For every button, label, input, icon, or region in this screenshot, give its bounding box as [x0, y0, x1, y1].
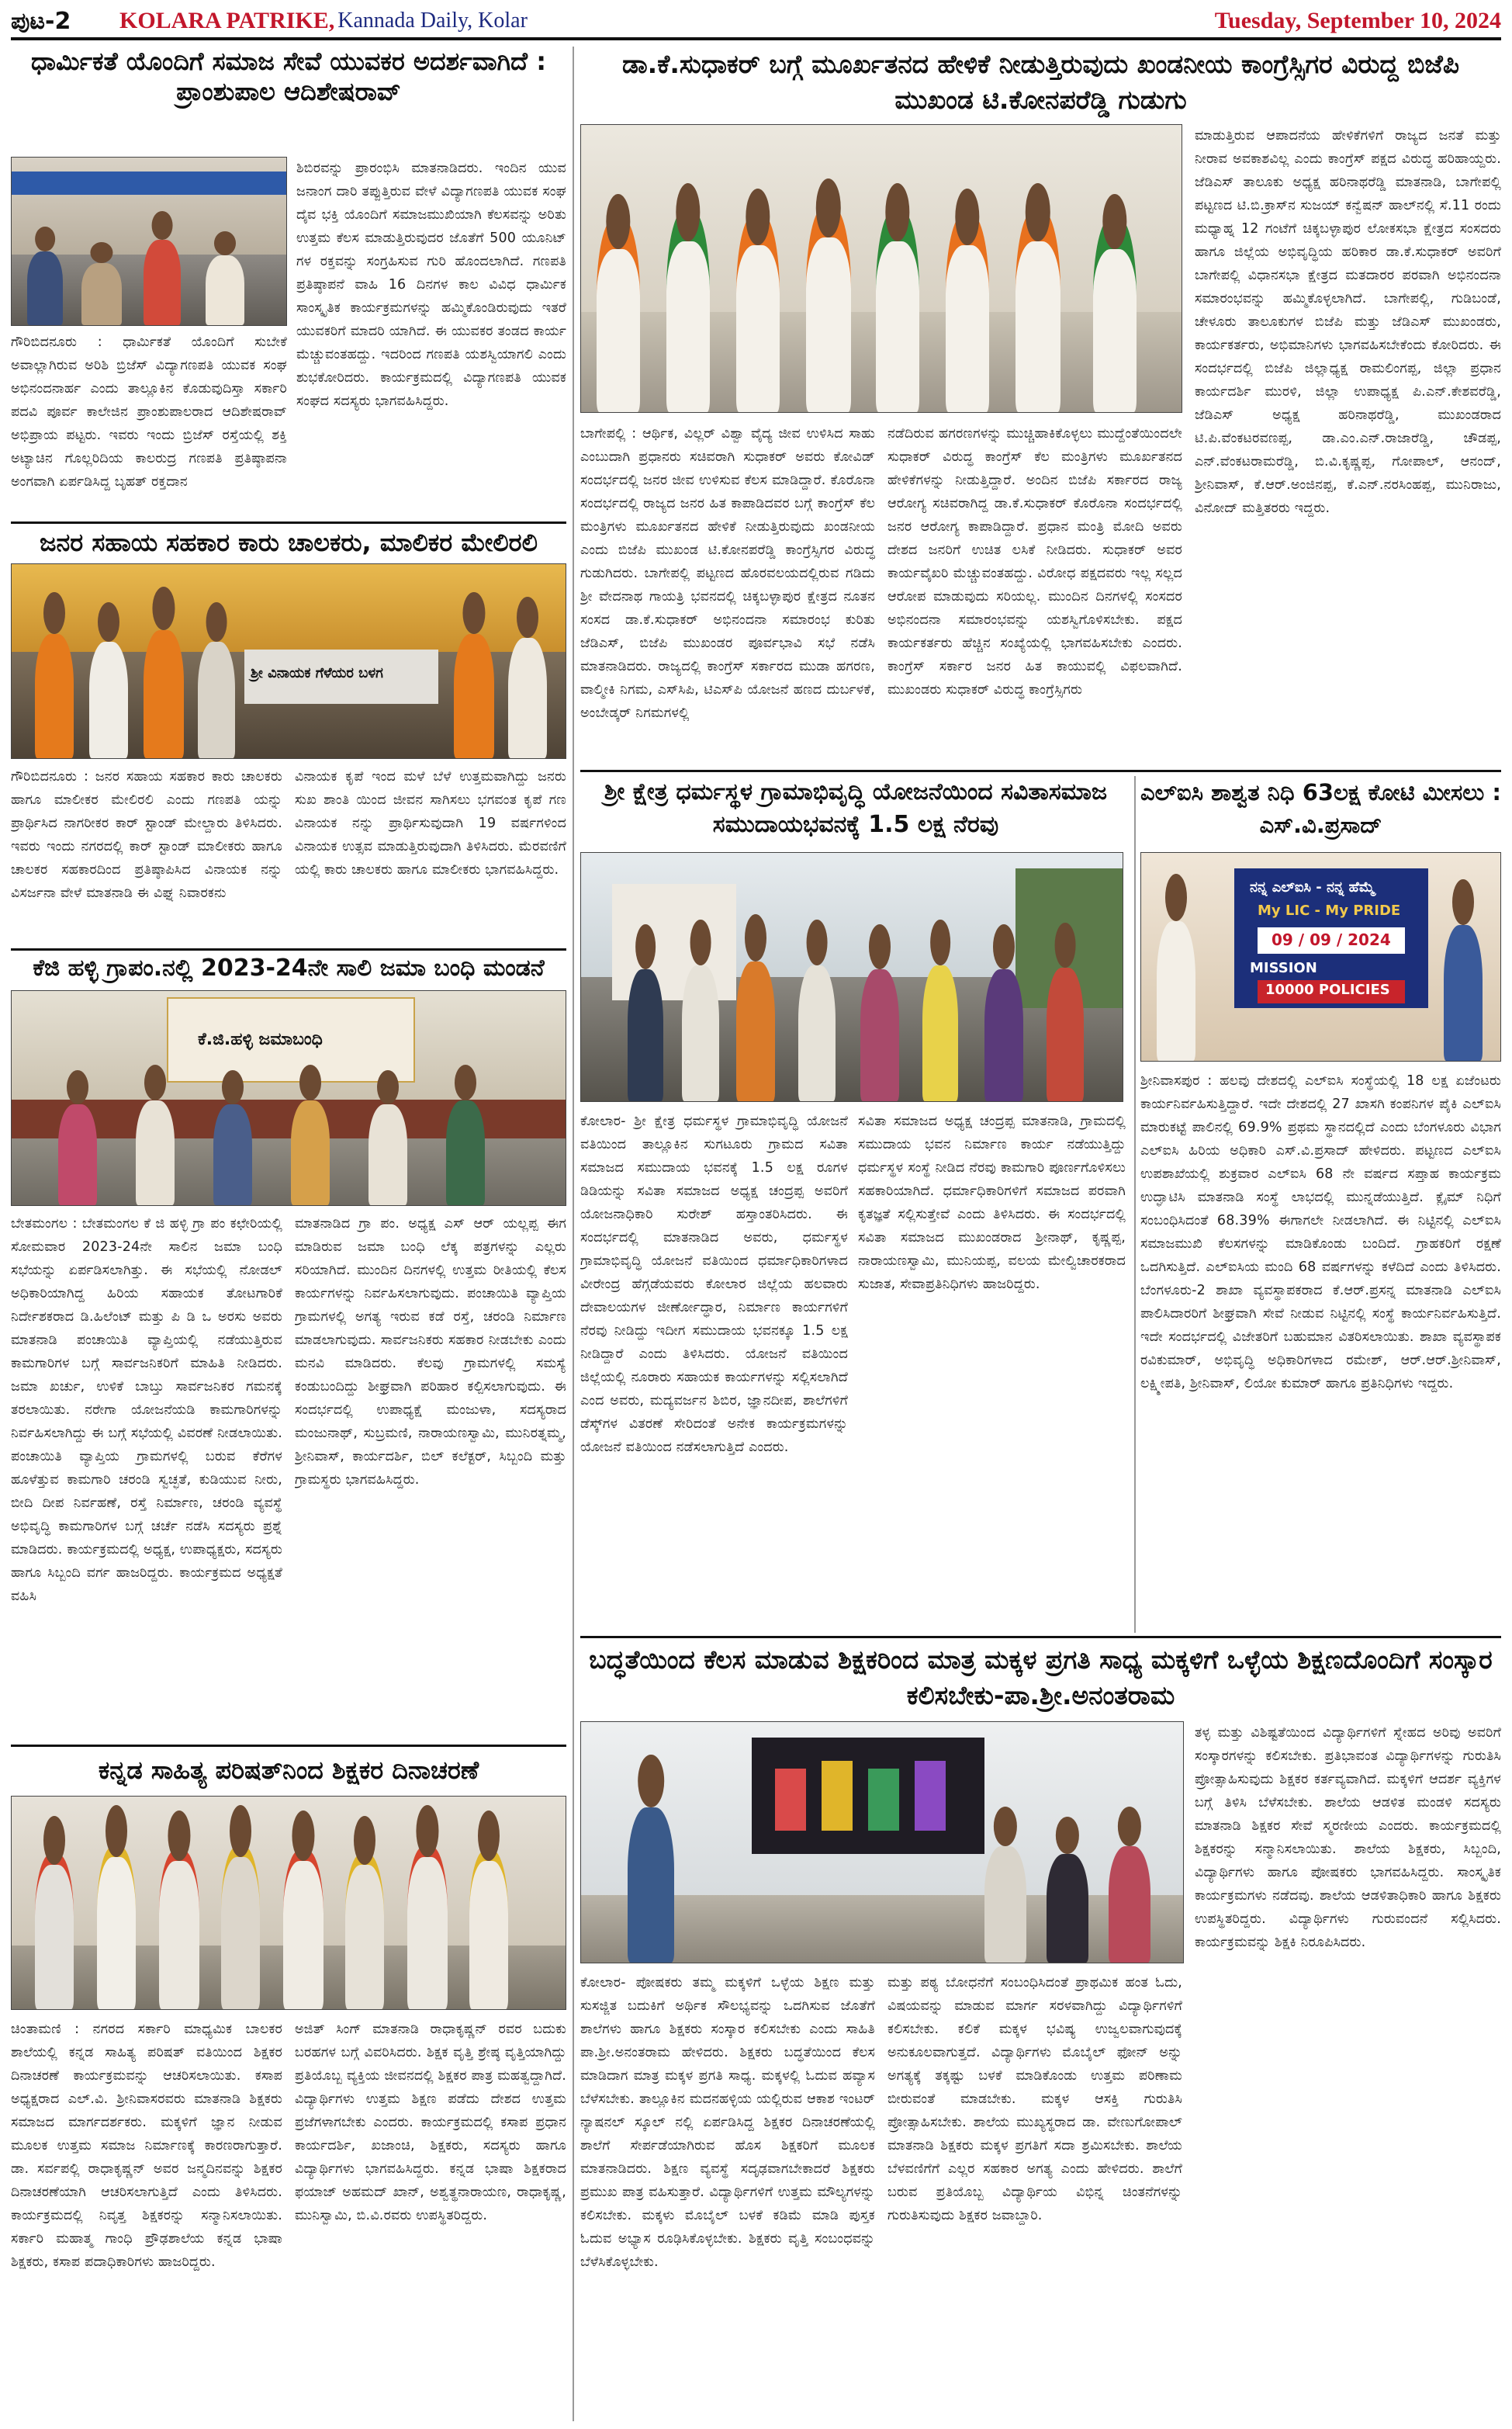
- article-photo: [580, 852, 1123, 1102]
- article-car-drivers: [11, 528, 566, 947]
- article-lic: [1140, 776, 1501, 1633]
- issue-date: Tuesday, September 10, 2024: [1214, 8, 1501, 33]
- article-photo: [1140, 852, 1501, 1062]
- article-headline: ಕನ್ನಡ ಸಾಹಿತ್ಯ ಪರಿಷತ್‌ನಿಂದ ಶಿಕ್ಷಕರ ದಿನಾಚರಣೆ: [98, 1755, 479, 1785]
- article-photo: [11, 157, 287, 326]
- banner-line-3: 09 / 09 / 2024: [1272, 930, 1391, 949]
- banner-line-1: ನನ್ನ ಎಲ್‌ಐಸಿ - ನನ್ನ ಹೆಮ್ಮೆ: [1250, 879, 1375, 896]
- banner-line-5: MISSION: [1250, 960, 1317, 976]
- section-divider: [573, 47, 574, 2421]
- article-headline: ಬದ್ಧತೆಯಿಂದ ಕೆಲಸ ಮಾಡುವ ಶಿಕ್ಷಕರಿಂದ ಮಾತ್ರ ಮಕ್ಕಳ ಪ್ರಗತಿ ಸಾಧ್ಯ ಮಕ್ಕಳಿಗೆ ಒಳ್ಳೆಯ ಶಿಕ್ಷಣದೊಂದಿಗೆ ಸಂಸ್ಕಾರ ಕಲಿಸಬೇಕು-ಪಾ.ಶ್ರೀ.ಅನಂತರಾಮ: [589, 1644, 1493, 1710]
- article-photo: [580, 124, 1182, 413]
- newspaper-name: KOLARA PATRIKE,: [119, 8, 335, 33]
- article-headline: ಎಲ್‌ಐಸಿ ಶಾಶ್ವತ ನಿಧಿ 63ಲಕ್ಷ ಕೋಟಿ ಮೀಸಲು : ಎಸ್.ವಿ.ಪ್ರಸಾದ್: [1140, 779, 1501, 838]
- article-text-col-2: ಮಾತನಾಡಿದ ಗ್ರಾ ಪಂ. ಅಧ್ಯಕ್ಷ ಎಸ್ ಆರ್ ಯಲ್ಲಪ್ಪ ಈಗ ಮಾಡಿರುವ ಜಮಾ ಬಂಧಿ ಲೆಕ್ಕ ಪತ್ರಗಳನ್ನು ಎಲ್ಲರು ಸರಿಯಾಗಿದೆ. ಮುಂದಿನ ದಿನಗಳಲ್ಲಿ ಉತ್ತಮ ರೀತಿಯಲ್ಲಿ ಕೆಲಸ ಕಾರ್ಯಗಳನ್ನು ನಿರ್ವಹಿಸಲಾಗುವುದು. ಪಂಚಾಯಿತಿ ವ್ಯಾಪ್ತಿಯ ಗ್ರಾಮಗಳಲ್ಲಿ ಅಗತ್ಯ ಇರುವ ಕಡೆ ರಸ್ತೆ, ಚರಂಡಿ ನಿರ್ಮಾಣ ಮಾಡಲಾಗುವುದು. ಸಾರ್ವಜನಿಕರು ಸಹಕಾರ ನೀಡಬೇಕು ಎಂದು ಮನವಿ ಮಾಡಿದರು. ಕೆಲವು ಗ್ರಾಮಗಳಲ್ಲಿ ಸಮಸ್ಯೆ ಕಂಡುಬಂದಿದ್ದು ಶೀಘ್ರವಾಗಿ ಪರಿಹಾರ ಕಲ್ಪಿಸಲಾಗುವುದು. ಈ ಸಂದರ್ಭದಲ್ಲಿ ಉಪಾಧ್ಯಕ್ಷೆ ಮಂಜುಳಾ, ಸದಸ್ಯರಾದ ಮಂಜುನಾಥ್, ಸುಬ್ರಮಣಿ, ನಾರಾಯಣಸ್ವಾಮಿ, ಮುನಿರತ್ನಮ್ಮ, ಶ್ರೀನಿವಾಸ್, ಕಾರ್ಯದರ್ಶಿ, ಬಿಲ್ ಕಲೆಕ್ಟರ್, ಸಿಬ್ಬಂದಿ ಮತ್ತು ಗ್ರಾಮಸ್ಥರು ಭಾಗವಹಿಸಿದ್ದರು.: [295, 1216, 566, 1488]
- banner-line-4: 10000 POLICIES: [1265, 982, 1390, 998]
- banner-text: ಶ್ರೀ ವಿನಾಯಕ ಗೆಳೆಯರ ಬಳಗ: [251, 665, 383, 681]
- article-photo: [580, 1721, 1184, 1963]
- article-dharmasthala: [580, 776, 1131, 1633]
- banner-text: ಕೆ.ಜಿ.ಹಳ್ಳಿ ಜಮಾಬಂಧಿ: [198, 1030, 323, 1049]
- article-teachers-day: [11, 1755, 566, 2424]
- article-text-col-3: ತಳ್ಳ ಮತ್ತು ವಿಶಿಷ್ಟತೆಯಿಂದ ವಿದ್ಯಾರ್ಥಿಗಳಿಗೆ ಸ್ನೇಹದ ಅರಿವು ಅವರಿಗೆ ಸಂಸ್ಕಾರಗಳನ್ನು ಕಲಿಸಬೇಕು. ಪ್ರತಿಭಾವಂತ ವಿದ್ಯಾರ್ಥಿಗಳನ್ನು ಗುರುತಿಸಿ ಪ್ರೋತ್ಸಾಹಿಸುವುದು ಶಿಕ್ಷಕರ ಕರ್ತವ್ಯವಾಗಿದೆ. ಮಕ್ಕಳಿಗೆ ಆದರ್ಶ ವ್ಯಕ್ತಿಗಳ ಬಗ್ಗೆ ತಿಳಿಸಿ ಬೆಳೆಸಬೇಕು. ಶಾಲೆಯ ಆಡಳಿತ ಮಂಡಳಿ ಸದಸ್ಯರು ಮಾತನಾಡಿ ಶಿಕ್ಷಕರ ಸೇವೆ ಸ್ಮರಣೀಯ ಎಂದರು. ಕಾರ್ಯಕ್ರಮದಲ್ಲಿ ಶಿಕ್ಷಕರನ್ನು ಸನ್ಮಾನಿಸಲಾಯಿತು. ಶಾಲೆಯ ಶಿಕ್ಷಕರು, ಸಿಬ್ಬಂದಿ, ವಿದ್ಯಾರ್ಥಿಗಳು ಹಾಗೂ ಪೋಷಕರು ಭಾಗವಹಿಸಿದ್ದರು. ಸಾಂಸ್ಕೃತಿಕ ಕಾರ್ಯಕ್ರಮಗಳು ನಡೆದವು. ಶಾಲೆಯ ಆಡಳಿತಾಧಿಕಾರಿ ಹಾಗೂ ಶಿಕ್ಷಕರು ಉಪಸ್ಥಿತರಿದ್ದರು. ವಿದ್ಯಾರ್ಥಿಗಳು ಗುರುವಂದನೆ ಸಲ್ಲಿಸಿದರು. ಕಾರ್ಯಕ್ರಮವನ್ನು ಶಿಕ್ಷಕಿ ನಿರೂಪಿಸಿದರು.: [1195, 1725, 1501, 1950]
- article-text-col-2: ಶಿಬಿರವನ್ನು ಪ್ರಾರಂಭಿಸಿ ಮಾತನಾಡಿದರು. ಇಂದಿನ ಯುವ ಜನಾಂಗ ದಾರಿ ತಪ್ಪುತ್ತಿರುವ ವೇಳೆ ವಿದ್ಯಾಗಣಪತಿ ಯುವಕ ಸಂಘ ದೈವ ಭಕ್ತಿ ಯೊಂದಿಗೆ ಸಮಾಜಮುಖಿಯಾಗಿ ಕೆಲಸವನ್ನು ಅರಿತು ಉತ್ತಮ ಕೆಲಸ ಮಾಡುತ್ತಿರುವುದರ ಜೊತೆಗೆ 500 ಯೂನಿಟ್ ಗಳ ರಕ್ತವನ್ನು ಸಂಗ್ರಹಿಸುವ ಗುರಿ ಹೊಂದಲಾಗಿದೆ. ಗಣಪತಿ ಪ್ರತಿಷ್ಠಾಪನೆ ವಾಹಿ 16 ದಿನಗಳ ಕಾಲ ವಿವಿಧ ಧಾರ್ಮಿಕ ಸಾಂಸ್ಕೃತಿಕ ಕಾರ್ಯಕ್ರಮಗಳನ್ನು ಹಮ್ಮಿಕೊಂಡಿರುವುದು ಇತರೆ ಯುವಕರಿಗೆ ಮಾದರಿ ಯಾಗಿದೆ. ಈ ಯುವಕರ ತಂಡದ ಕಾರ್ಯ ಮೆಚ್ಚುವಂತಹದ್ದು. ಇದರಿಂದ ಗಣಪತಿ ಯಶಸ್ವಿಯಾಗಲಿ ಎಂದು ಶುಭಕೋರಿದರು. ಕಾರ್ಯಕ್ರಮದಲ್ಲಿ ವಿದ್ಯಾಗಣಪತಿ ಯುವಕ ಸಂಘದ ಸದಸ್ಯರು ಭಾಗವಹಿಸಿದ್ದರು.: [296, 161, 566, 409]
- article-text-col-1: ಬಾಗೇಪಲ್ಲಿ : ಆರ್ಥಿಕ, ವಿಲ್ಲರ್ ವಿಶ್ವಾ ವೈದ್ಯ ಜೀವ ಉಳಿಸಿದ ಸಾಹು ಎಂಬುದಾಗಿ ಪ್ರಧಾನರು ಸಚಿವರಾಗಿ ಸುಧಾಕರ್ ಅವರು ಕೋವಿಡ್ ಸಂದರ್ಭದಲ್ಲಿ ಜನರ ಜೀವ ಉಳಿಸುವ ಕೆಲಸ ಮಾಡಿದ್ದಾರೆ. ಕೊರೊನಾ ಸಂದರ್ಭದಲ್ಲಿ ರಾಜ್ಯದ ಜನರ ಹಿತ ಕಾಪಾಡಿದವರ ಬಗ್ಗೆ ಕಾಂಗ್ರೆಸ್ ಕೆಲ ಮಂತ್ರಿಗಳು ಮೂರ್ಖತನದ ಹೇಳಿಕೆ ನೀಡುತ್ತಿರುವುದು ಖಂಡನೀಯ ಎಂದು ಬಿಜೆಪಿ ಮುಖಂಡ ಟಿ.ಕೋನಪರೆಡ್ಡಿ ಕಾಂಗ್ರೆಸ್ಸಿಗರ ವಿರುದ್ಧ ಗುಡುಗಿದರು. ಬಾಗೇಪಲ್ಲಿ ಪಟ್ಟಣದ ಹೊರವಲಯದಲ್ಲಿರುವ ಗಡಿದು ಶ್ರೀ ವೇದನಾಥ ಗಾಯತ್ರಿ ಭವನದಲ್ಲಿ ಚಿಕ್ಕಬಳ್ಳಾಪುರ ಕ್ಷೇತ್ರದ ನೂತನ ಸಂಸದ ಡಾ.ಕೆ.ಸುಧಾಕರ್ ಅಭಿನಂದನಾ ಸಮಾರಂಭ ಕುರಿತು ಜೆಡಿಎಸ್, ಬಿಜೆಪಿ ಮುಖಂಡರ ಪೂರ್ವಭಾವಿ ಸಭೆ ನಡೆಸಿ ಮಾತನಾಡಿದರು. ರಾಜ್ಯದಲ್ಲಿ ಕಾಂಗ್ರೆಸ್ ಸರ್ಕಾರದ ಮುಡಾ ಹಗರಣ, ವಾಲ್ಮೀಕಿ ನಿಗಮ, ಎಸ್‌ಸಿಪಿ, ಟಿಎಸ್‌ಪಿ ಯೋಜನೆ ಹಣದ ದುರ್ಬಳಕೆ, ಅಂಬೇಡ್ಕರ್ ನಿಗಮಗಳಲ್ಲಿ: [580, 426, 875, 721]
- article-text: ಶ್ರೀನಿವಾಸಪುರ : ಹಲವು ದೇಶದಲ್ಲಿ ಎಲ್‌ಐಸಿ ಸಂಸ್ಥೆಯಲ್ಲಿ 18 ಲಕ್ಷ ಏಜೆಂಟರು ಕಾರ್ಯನಿರ್ವಹಿಸುತ್ತಿದ್ದಾರೆ. ಇದೇ ದೇಶದಲ್ಲಿ 27 ಖಾಸಗಿ ಕಂಪನಿಗಳ ಪೈಕಿ ಎಲ್‌ಐಸಿ ಮಾರುಕಟ್ಟೆ ಪಾಲಿನಲ್ಲಿ 69.9% ಪ್ರಥಮ ಸ್ಥಾನದಲ್ಲಿದೆ ಎಂದು ಬೆಂಗಳೂರು ವಿಭಾಗ ಎಲ್‌ಐಸಿ ಹಿರಿಯ ಅಧಿಕಾರಿ ಎಸ್.ವಿ.ಪ್ರಸಾದ್ ಹೇಳಿದರು. ಪಟ್ಟಣದ ಎಲ್‌ಐಸಿ ಉಪಶಾಖೆಯಲ್ಲಿ ಶುಕ್ರವಾರ ಎಲ್‌ಐಸಿ 68 ನೇ ವರ್ಷದ ಸಪ್ತಾಹ ಕಾರ್ಯಕ್ರಮ ಉದ್ಘಾಟಿಸಿ ಮಾತನಾಡಿ ಸಂಸ್ಥೆ ಲಾಭದಲ್ಲಿ ಮುನ್ನಡೆಯುತ್ತಿದೆ. ಕ್ಲೈಮ್ ನಿಧಿಗೆ ಸಂಬಂಧಿಸಿದಂತೆ 68.39% ಈಗಾಗಲೇ ನೀಡಲಾಗಿದೆ. ಈ ನಿಟ್ಟಿನಲ್ಲಿ ಎಲ್‌ಐಸಿ ಸಮಾಜಮುಖಿ ಕೆಲಸಗಳನ್ನು ಮಾಡಿಕೊಂಡು ಬಂದಿದೆ. ಗ್ರಾಹಕರಿಗೆ ರಕ್ಷಣೆ ಒದಗಿಸುತ್ತಿದೆ. ಎಲ್‌ಐಸಿಯ ಮಂದಿ 68 ವರ್ಷಗಳನ್ನು ಕಳೆದಿದೆ ಎಂದು ತಿಳಿಸಿದರು. ಬೆಂಗಳೂರು-2 ಶಾಖಾ ವ್ಯವಸ್ಥಾಪಕರಾದ ಕೆ.ಆರ್.ಪ್ರಸನ್ನ ಮಾತನಾಡಿ ಎಲ್‌ಐಸಿ ಪಾಲಿಸಿದಾರರಿಗೆ ಶೀಘ್ರವಾಗಿ ಸೇವೆ ನೀಡುವ ನಿಟ್ಟಿನಲ್ಲಿ ಸಂಸ್ಥೆ ಕಾರ್ಯನಿರ್ವಹಿಸುತ್ತಿದೆ. ಇದೇ ಸಂದರ್ಭದಲ್ಲಿ ವಿಜೇತರಿಗೆ ಬಹುಮಾನ ವಿತರಿಸಲಾಯಿತು. ಶಾಖಾ ವ್ಯವಸ್ಥಾಪಕ ರವಿಕುಮಾರ್, ಅಭಿವೃದ್ಧಿ ಅಧಿಕಾರಿಗಳಾದ ರಮೇಶ್, ಆರ್.ಆರ್.ಶ್ರೀನಿವಾಸ್, ಲಕ್ಷ್ಮೀಪತಿ, ಶ್ರೀನಿವಾಸ್, ಲಿಯೋ ಕುಮಾರ್ ಹಾಗೂ ಪ್ರತಿನಿಧಿಗಳು ಇದ್ದರು.: [1140, 1073, 1501, 1391]
- article-text-col-1: ಬೇತಮಂಗಲ : ಬೇತಮಂಗಲ ಕೆ ಜಿ ಹಳ್ಳಿ ಗ್ರಾ ಪಂ ಕಛೇರಿಯಲ್ಲಿ ಸೋಮವಾರ 2023-24ನೇ ಸಾಲಿನ ಜಮಾ ಬಂಧಿ ಸಭೆಯನ್ನು ಏರ್ಪಡಿಸಲಾಗಿತ್ತು. ಈ ಸಭೆಯಲ್ಲಿ ನೋಡಲ್ ಅಧಿಕಾರಿಯಾಗಿದ್ದ ಹಿರಿಯ ಸಹಾಯಕ ತೋಟಗಾರಿಕೆ ನಿರ್ದೇಶಕರಾದ ಡಿ.ಹಿಲೆಂಟ್ ಮತ್ತು ಪಿ ಡಿ ಒ ಅರಸು ಅವರು ಮಾತನಾಡಿ ಪಂಚಾಯಿತಿ ವ್ಯಾಪ್ತಿಯಲ್ಲಿ ನಡೆಯುತ್ತಿರುವ ಕಾಮಗಾರಿಗಳ ಬಗ್ಗೆ ಸಾರ್ವಜನಿಕರಿಗೆ ಮಾಹಿತಿ ನೀಡಿದರು. ಜಮಾ ಖರ್ಚು, ಉಳಿಕೆ ಬಾಬ್ತು ಸಾರ್ವಜನಿಕರ ಗಮನಕ್ಕೆ ತರಲಾಯಿತು. ನರೇಗಾ ಯೋಜನೆಯಡಿ ಕಾಮಗಾರಿಗಳನ್ನು ನಿರ್ವಹಿಸಲಾಗಿದ್ದು ಈ ಬಗ್ಗೆ ಸಭೆಯಲ್ಲಿ ವಿವರಣೆ ನೀಡಲಾಯಿತು. ಪಂಚಾಯಿತಿ ವ್ಯಾಪ್ತಿಯ ಗ್ರಾಮಗಳಲ್ಲಿ ಬರುವ ಕೆರೆಗಳ ಹೂಳೆತ್ತುವ ಕಾಮಗಾರಿ ಚರಂಡಿ ಸ್ವಚ್ಛತೆ, ಕುಡಿಯುವ ನೀರು, ಬೀದಿ ದೀಪ ನಿರ್ವಹಣೆ, ರಸ್ತೆ ನಿರ್ಮಾಣ, ಚರಂಡಿ ವ್ಯವಸ್ಥೆ ಅಭಿವೃದ್ಧಿ ಕಾಮಗಾರಿಗಳ ಬಗ್ಗೆ ಚರ್ಚೆ ನಡೆಸಿ ಸದಸ್ಯರು ಪ್ರಶ್ನೆ ಮಾಡಿದರು. ಕಾರ್ಯಕ್ರಮದಲ್ಲಿ ಅಧ್ಯಕ್ಷ, ಉಪಾಧ್ಯಕ್ಷರು, ಸದಸ್ಯರು ಹಾಗೂ ಸಿಬ್ಬಂದಿ ವರ್ಗ ಹಾಜರಿದ್ದರು. ಕಾರ್ಯಕ್ರಮದ ಅಧ್ಯಕ್ಷತೆ ವಹಿಸಿ: [11, 1216, 282, 1604]
- article-school: [580, 1642, 1501, 2424]
- article-headline: ಡಾ.ಕೆ.ಸುಧಾಕರ್ ಬಗ್ಗೆ ಮೂರ್ಖತನದ ಹೇಳಿಕೆ ನೀಡುತ್ತಿರುವುದು ಖಂಡನೀಯ ಕಾಂಗ್ರೆಸ್ಸಿಗರ ವಿರುದ್ದ ಬಿಜೆಪಿ ಮುಖಂಡ ಟಿ.ಕೋನಪರೆಡ್ಡಿ ಗುಡುಗು: [622, 49, 1459, 115]
- article-text-col-1: ಕೋಲಾರ- ಪೋಷಕರು ತಮ್ಮ ಮಕ್ಕಳಿಗೆ ಒಳ್ಳೆಯ ಶಿಕ್ಷಣ ಮತ್ತು ಸುಸಜ್ಜಿತ ಬದುಕಿಗೆ ಅರ್ಥಿಕ ಸೌಲಭ್ಯವನ್ನು ಒದಗಿಸುವ ಜೊತೆಗೆ ಶಾಲೆಗಳು ಹಾಗೂ ಶಿಕ್ಷಕರು ಸಂಸ್ಕಾರ ಕಲಿಸಬೇಕು ಎಂದು ಸಾಹಿತಿ ಪಾ.ಶ್ರೀ.ಅನಂತರಾಮ ಹೇಳಿದರು. ಶಿಕ್ಷಕರು ಬದ್ಧತೆಯಿಂದ ಕೆಲಸ ಮಾಡಿದಾಗ ಮಾತ್ರ ಮಕ್ಕಳ ಪ್ರಗತಿ ಸಾಧ್ಯ. ಮಕ್ಕಳಲ್ಲಿ ಓದುವ ಹವ್ಯಾಸ ಬೆಳೆಸಬೇಕು. ತಾಲ್ಲೂಕಿನ ಮದನಹಳ್ಳಿಯ ಯಲ್ಲಿರುವ ಆಕಾಶ ಇಂಟರ್ ನ್ಯಾಷನಲ್ ಸ್ಕೂಲ್ ನಲ್ಲಿ ಏರ್ಪಡಿಸಿದ್ದ ಶಿಕ್ಷಕರ ದಿನಾಚರಣೆಯಲ್ಲಿ ಶಾಲೆಗೆ ಸೇರ್ಪಡೆಯಾಗಿರುವ ಹೊಸ ಶಿಕ್ಷಕರಿಗೆ ಮೂಲಕ ಮಾತನಾಡಿದರು. ಶಿಕ್ಷಣ ವ್ಯವಸ್ಥೆ ಸದೃಢವಾಗಬೇಕಾದರೆ ಶಿಕ್ಷಕರು ಪ್ರಮುಖ ಪಾತ್ರ ವಹಿಸುತ್ತಾರೆ. ವಿದ್ಯಾರ್ಥಿಗಳಿಗೆ ಉತ್ತಮ ಮೌಲ್ಯಗಳನ್ನು ಕಲಿಸಬೇಕು. ಮಕ್ಕಳು ಮೊಬೈಲ್ ಬಳಕೆ ಕಡಿಮೆ ಮಾಡಿ ಪುಸ್ತಕ ಓದುವ ಅಭ್ಯಾಸ ರೂಢಿಸಿಕೊಳ್ಳಬೇಕು. ಶಿಕ್ಷಕರು ವೃತ್ತಿ ಸಂಬಂಧವನ್ನು ಬೆಳೆಸಿಕೊಳ್ಳಬೇಕು.: [580, 1975, 875, 2270]
- article-text-col-1: ಚಿಂತಾಮಣಿ : ನಗರದ ಸರ್ಕಾರಿ ಮಾಧ್ಯಮಿಕ ಬಾಲಕರ ಶಾಲೆಯಲ್ಲಿ ಕನ್ನಡ ಸಾಹಿತ್ಯ ಪರಿಷತ್ ವತಿಯಿಂದ ಶಿಕ್ಷಕರ ದಿನಾಚರಣೆ ಕಾರ್ಯಕ್ರಮವನ್ನು ಆಚರಿಸಲಾಯಿತು. ಕಸಾಪ ಅಧ್ಯಕ್ಷರಾದ ಎಲ್.ವಿ. ಶ್ರೀನಿವಾಸರವರು ಮಾತನಾಡಿ ಶಿಕ್ಷಕರು ಸಮಾಜದ ಮಾರ್ಗದರ್ಶಕರು. ಮಕ್ಕಳಿಗೆ ಜ್ಞಾನ ನೀಡುವ ಮೂಲಕ ಉತ್ತಮ ಸಮಾಜ ನಿರ್ಮಾಣಕ್ಕೆ ಕಾರಣರಾಗುತ್ತಾರೆ. ಡಾ. ಸರ್ವಪಲ್ಲಿ ರಾಧಾಕೃಷ್ಣನ್ ಅವರ ಜನ್ಮದಿನವನ್ನು ಶಿಕ್ಷಕರ ದಿನಾಚರಣೆಯಾಗಿ ಆಚರಿಸಲಾಗುತ್ತಿದೆ ಎಂದು ತಿಳಿಸಿದರು. ಕಾರ್ಯಕ್ರಮದಲ್ಲಿ ನಿವೃತ್ತ ಶಿಕ್ಷಕರನ್ನು ಸನ್ಮಾನಿಸಲಾಯಿತು. ಸರ್ಕಾರಿ ಮಹಾತ್ಮ ಗಾಂಧಿ ಪ್ರೌಢಶಾಲೆಯ ಕನ್ನಡ ಭಾಷಾ ಶಿಕ್ಷಕರು, ಕಸಾಪ ಪದಾಧಿಕಾರಿಗಳು ಹಾಜರಿದ್ದರು.: [11, 2022, 282, 2270]
- page-number: ಪುಟ-2: [11, 7, 71, 35]
- article-sudhakar: [580, 47, 1501, 767]
- article-kg-halli: [11, 955, 566, 1743]
- article-headline: ಕೆಜಿ ಹಳ್ಳಿ ಗ್ರಾಪಂ.ನಲ್ಲಿ 2023-24ನೇ ಸಾಲಿ ಜಮಾ ಬಂಧಿ ಮಂಡನೆ: [33, 955, 545, 982]
- article-text-col-1: ಗೌರಿಬಿದನೂರು : ಧಾರ್ಮಿಕತೆ ಯೊಂದಿಗೆ ಸುಬೇಕೆ ಅವಾಲ್ಲಾಗಿರುವ ಅರಿಶಿ ಬ್ರಿಜೆಸ್ ವಿದ್ಯಾಗಣಪತಿ ಯುವಕ ಸಂಘ ಅಭಿನಂದನಾರ್ಹ ಎಂದು ತಾಲ್ಲೂಕಿನ ಕೊಡುವುದಿಸ್ತಾ ಸರ್ಕಾರಿ ಪದವಿ ಪೂರ್ವ ಕಾಲೇಜಿನ ಪ್ರಾಂಶುಪಾಲರಾದ ಆದಿಶೇಷರಾವ್ ಅಭಿಪ್ರಾಯ ಪಟ್ಟರು. ಇವರು ಇಂದು ಬ್ರಿಜೆಸ್ ರಸ್ತೆಯಲ್ಲಿ ಶಕ್ತಿ ಅಟ್ಯಾಚಿನ ಗೊಲ್ಲರಿದಿಯ ಕಾಲರುದ್ರ ಗಣಪತಿ ಪ್ರತಿಷ್ಠಾಪನಾ ಅಂಗವಾಗಿ ಏರ್ಪಡಿಸಿದ್ದ ಬೃಹತ್ ರಕ್ತದಾನ: [11, 334, 287, 490]
- masthead: [11, 5, 1501, 40]
- article-text-col-2: ವಿನಾಯಕ ಕೃಪೆ ಇಂದ ಮಳೆ ಬೆಳೆ ಉತ್ತಮವಾಗಿದ್ದು ಜನರು ಸುಖ ಶಾಂತಿ ಯಿಂದ ಜೀವನ ಸಾಗಿಸಲು ಭಗವಂತ ಕೃಪೆ ಗಣ ವಿನಾಯಕ ನನ್ನು ಪ್ರಾರ್ಥಿಸುವುದಾಗಿ 19 ವರ್ಷಗಳಿಂದ ವಿನಾಯಕ ಉತ್ಸವ ಮಾಡುತ್ತಿರುವುದಾಗಿ ತಿಳಿಸಿದರು. ಮೆರವಣಿಗೆ ಯಲ್ಲಿ ಕಾರು ಚಾಲಕರು ಹಾಗೂ ಮಾಲೀಕರು ಭಾಗವಹಿಸಿದ್ದರು.: [295, 769, 566, 878]
- article-text-col-2: ಮತ್ತು ಪಠ್ಯ ಬೋಧನೆಗೆ ಸಂಬಂಧಿಸಿದಂತೆ ಪ್ರಾಥಮಿಕ ಹಂತ ಓದು, ವಿಷಯವನ್ನು ಮಾಡುವ ಮಾರ್ಗ ಸರಳವಾಗಿದ್ದು ವಿದ್ಯಾರ್ಥಿಗಳಿಗೆ ಕಲಿಸಬೇಕು. ಕಲಿಕೆ ಮಕ್ಕಳ ಭವಿಷ್ಯ ಉಜ್ವಲವಾಗುವುದಕ್ಕೆ ಅನುಕೂಲವಾಗುತ್ತದೆ. ವಿದ್ಯಾರ್ಥಿಗಳು ಮೊಬೈಲ್ ಫೋನ್ ಅನ್ನು ಅಗತ್ಯಕ್ಕೆ ತಕ್ಕಷ್ಟು ಬಳಕೆ ಮಾಡಿಕೊಂಡು ಉತ್ತಮ ಪರಿಣಾಮ ಬೀರುವಂತೆ ಮಾಡಬೇಕು. ಮಕ್ಕಳ ಆಸಕ್ತಿ ಗುರುತಿಸಿ ಪ್ರೋತ್ಸಾಹಿಸಬೇಕು. ಶಾಲೆಯ ಮುಖ್ಯಸ್ಥರಾದ ಡಾ. ವೇಣುಗೋಪಾಲ್ ಮಾತನಾಡಿ ಶಿಕ್ಷಕರು ಮಕ್ಕಳ ಪ್ರಗತಿಗೆ ಸದಾ ಶ್ರಮಿಸಬೇಕು. ಶಾಲೆಯ ಬೆಳವಣಿಗೆಗೆ ಎಲ್ಲರ ಸಹಕಾರ ಅಗತ್ಯ ಎಂದು ಹೇಳಿದರು. ಶಾಲೆಗೆ ಬರುವ ಪ್ರತಿಯೊಬ್ಬ ವಿದ್ಯಾರ್ಥಿಯ ವಿಭಿನ್ನ ಚಿಂತನೆಗಳನ್ನು ಗುರುತಿಸುವುದು ಶಿಕ್ಷಕರ ಜವಾಬ್ದಾರಿ.: [887, 1975, 1182, 2223]
- article-text-col-3: ಮಾಡುತ್ತಿರುವ ಆಪಾದನೆಯ ಹೇಳಿಕೆಗಳಿಗೆ ರಾಜ್ಯದ ಜನತೆ ಮತ್ತು ನೀರಾವ ಅವಕಾಶವಿಲ್ಲ ಎಂದು ಕಾಂಗ್ರೆಸ್ ಪಕ್ಷದ ವಿರುದ್ಧ ಹರಿಹಾಯ್ದರು. ಜೆಡಿಎಸ್ ತಾಲೂಕು ಅಧ್ಯಕ್ಷ ಹರಿನಾಥರೆಡ್ಡಿ ಮಾತನಾಡಿ, ಬಾಗೇಪಲ್ಲಿ ಪಟ್ಟಣದ ಟಿ.ಬಿ.ಕ್ರಾಸ್‌ನ ಸುಜಯ್ ಕನ್ವೆಷನ್ ಹಾಲ್‌ನಲ್ಲಿ ಸೆ.11 ರಂದು ಮಧ್ಯಾಹ್ನ 12 ಗಂಟೆಗೆ ಚಿಕ್ಕಬಳ್ಳಾಪುರ ಲೋಕಸಭಾ ಕ್ಷೇತ್ರದ ಸಂಸದರು ಹಾಗೂ ಜಿಲ್ಲೆಯ ಅಭಿವೃದ್ಧಿಯ ಹರಿಕಾರ ಡಾ.ಕೆ.ಸುಧಾಕರ್ ಅವರಿಗೆ ಬಾಗೇಪಲ್ಲಿ ವಿಧಾನಸಭಾ ಕ್ಷೇತ್ರದ ಮತದಾರರ ಪರವಾಗಿ ಅಭಿನಂದನಾ ಸಮಾರಂಭವನ್ನು ಹಮ್ಮಿಕೊಳ್ಳಲಾಗಿದೆ. ಬಾಗೇಪಲ್ಲಿ, ಗುಡಿಬಂಡೆ, ಚೇಳೂರು ತಾಲೂಕುಗಳ ಬಿಜೆಪಿ ಮತ್ತು ಜೆಡಿಎಸ್ ಮುಖಂಡರು, ಕಾರ್ಯಕರ್ತರು, ಅಭಿಮಾನಿಗಳು ಭಾಗವಹಿಸಬೇಕೆಂದು ಕೋರಿದರು. ಈ ಸಂದರ್ಭದಲ್ಲಿ ಬಿಜೆಪಿ ಜಿಲ್ಲಾಧ್ಯಕ್ಷ ರಾಮಲಿಂಗಪ್ಪ, ಜಿಲ್ಲಾ ಪ್ರಧಾನ ಕಾರ್ಯದರ್ಶಿ ಮುರಳಿ, ಜಿಲ್ಲಾ ಉಪಾಧ್ಯಕ್ಷ ಪಿ.ಎನ್.ಕೇಶವರೆಡ್ಡಿ, ಜೆಡಿಎಸ್ ಅಧ್ಯಕ್ಷ ಹರಿನಾಥರೆಡ್ಡಿ, ಮುಖಂಡರಾದ ಟಿ.ಪಿ.ವೆಂಕಟರವಣಪ್ಪ, ಡಾ.ಎಂ.ಎನ್.ರಾಜಾರೆಡ್ಡಿ, ಚೌಡಪ್ಪ, ಎನ್.ವೆಂಕಟರಾಮರೆಡ್ಡಿ, ಬಿ.ವಿ.ಕೃಷ್ಣಪ್ಪ, ಗೋಪಾಲ್, ಆನಂದ್, ಶ್ರೀನಿವಾಸ್, ಕೆ.ಆರ್.ಅಂಜಿನಪ್ಪ, ಕೆ.ಎನ್.ನರಸಿಂಹಪ್ಪ, ಮುನಿರಾಜು, ವಿನೋದ್ ಮತ್ತಿತರರು ಇದ್ದರು.: [1195, 128, 1501, 516]
- article-text-col-2: ಅಜಿತ್ ಸಿಂಗ್ ಮಾತನಾಡಿ ರಾಧಾಕೃಷ್ಣನ್ ರವರ ಬದುಕು ಬರಹಗಳ ಬಗ್ಗೆ ವಿವರಿಸಿದರು. ಶಿಕ್ಷಕ ವೃತ್ತಿ ಶ್ರೇಷ್ಠ ವೃತ್ತಿಯಾಗಿದ್ದು ಪ್ರತಿಯೊಬ್ಬ ವ್ಯಕ್ತಿಯ ಜೀವನದಲ್ಲಿ ಶಿಕ್ಷಕರ ಪಾತ್ರ ಮಹತ್ವದ್ದಾಗಿದೆ. ವಿದ್ಯಾರ್ಥಿಗಳು ಉತ್ತಮ ಶಿಕ್ಷಣ ಪಡೆದು ದೇಶದ ಉತ್ತಮ ಪ್ರಜೆಗಳಾಗಬೇಕು ಎಂದರು. ಕಾರ್ಯಕ್ರಮದಲ್ಲಿ ಕಸಾಪ ಪ್ರಧಾನ ಕಾರ್ಯದರ್ಶಿ, ಖಜಾಂಚಿ, ಶಿಕ್ಷಕರು, ಸದಸ್ಯರು ಹಾಗೂ ವಿದ್ಯಾರ್ಥಿಗಳು ಭಾಗವಹಿಸಿದ್ದರು. ಕನ್ನಡ ಭಾಷಾ ಶಿಕ್ಷಕರಾದ ಫಯಾಜ್ ಅಹಮದ್ ಖಾನ್, ಅಶ್ವತ್ಥನಾರಾಯಣ, ರಾಧಾಕೃಷ್ಣ, ಮುನಿಸ್ವಾಮಿ, ಬಿ.ವಿ.ರವರು ಉಪಸ್ಥಿತರಿದ್ದರು.: [295, 2022, 566, 2223]
- article-text-col-1: ಗೌರಿಬಿದನೂರು : ಜನರ ಸಹಾಯ ಸಹಕಾರ ಕಾರು ಚಾಲಕರು ಹಾಗೂ ಮಾಲೀಕರ ಮೇಲಿರಲಿ ಎಂದು ಗಣಪತಿ ಯನ್ನು ಪ್ರಾರ್ಥಿಸಿದ ನಾಗರೀಕರ ಕಾರ್ ಸ್ಟಾಂಡ್ ಮೇಲ್ದಾರು ತಿಳಿಸಿದರು. ಇವರು ಇಂದು ನಗರದಲ್ಲಿ ಕಾರ್ ಸ್ಟಾಂಡ್ ಮಾಲೀಕರು ಹಾಗೂ ಚಾಲಕರ ಸಹಕಾರದಿಂದ ಪ್ರತಿಷ್ಠಾಪಿಸಿದ ವಿನಾಯಕ ನನ್ನು ವಿಸರ್ಜನಾ ವೇಳೆ ಮಾತನಾಡಿ ಈ ವಿಘ್ನ ನಿವಾರಕನು: [11, 769, 282, 901]
- article-text-col-2: ಸವಿತಾ ಸಮಾಜದ ಅಧ್ಯಕ್ಷ ಚಂದ್ರಪ್ಪ ಮಾತನಾಡಿ, ಗ್ರಾಮದಲ್ಲಿ ಸಮುದಾಯ ಭವನ ನಿರ್ಮಾಣ ಕಾರ್ಯ ನಡೆಯುತ್ತಿದ್ದು ಧರ್ಮಸ್ಥಳ ಸಂಸ್ಥೆ ನೀಡಿದ ನೆರವು ಕಾಮಗಾರಿ ಪೂರ್ಣಗೊಳಿಸಲು ಸಹಕಾರಿಯಾಗಿದೆ. ಧರ್ಮಾಧಿಕಾರಿಗಳಿಗೆ ಸಮಾಜದ ಪರವಾಗಿ ಕೃತಜ್ಞತೆ ಸಲ್ಲಿಸುತ್ತೇವೆ ಎಂದು ತಿಳಿಸಿದರು. ಈ ಸಂದರ್ಭದಲ್ಲಿ ಸವಿತಾ ಸಮಾಜದ ಮುಖಂಡರಾದ ಶ್ರೀನಾಥ್, ಕೃಷ್ಣಪ್ಪ, ನಾರಾಯಣಸ್ವಾಮಿ, ಮುನಿಯಪ್ಪ, ವಲಯ ಮೇಲ್ವಿಚಾರಕರಾದ ಸುಜಾತ, ಸೇವಾಪ್ರತಿನಿಧಿಗಳು ಹಾಜರಿದ್ದರು.: [858, 1114, 1126, 1292]
- article-photo: [11, 1796, 566, 2010]
- article-photo: [11, 990, 566, 1206]
- article-youth: [11, 47, 566, 520]
- newspaper-subtitle: Kannada Daily, Kolar: [337, 9, 528, 33]
- article-text-col-2: ನಡೆದಿರುವ ಹಗರಣಗಳನ್ನು ಮುಚ್ಚಿಹಾಕಿಕೊಳ್ಳಲು ಮುದ್ದೆಂತೆಯಿಂದಲೇ ಸುಧಾಕರ್ ವಿರುದ್ಧ ಕಾಂಗ್ರೆಸ್ ಕೆಲ ಮಂತ್ರಿಗಳು ಮೂರ್ಖತನದ ಹೇಳಿಕೆಗಳನ್ನು ನೀಡುತ್ತಿದ್ದಾರೆ. ಅಂದಿನ ಬಿಜೆಪಿ ಸರ್ಕಾರದ ರಾಜ್ಯ ಆರೋಗ್ಯ ಸಚಿವರಾಗಿದ್ದ ಡಾ.ಕೆ.ಸುಧಾಕರ್ ಕೊರೊನಾ ಸಂದರ್ಭದಲ್ಲಿ ಜನರ ಆರೋಗ್ಯ ಕಾಪಾಡಿದ್ದಾರೆ. ಪ್ರಧಾನ ಮಂತ್ರಿ ಮೋದಿ ಅವರು ದೇಶದ ಜನರಿಗೆ ಉಚಿತ ಲಸಿಕೆ ನೀಡಿದರು. ಸುಧಾಕರ್ ಅವರ ಕಾರ್ಯವೈಖರಿ ಮೆಚ್ಚುವಂತಹದ್ದು. ವಿರೋಧ ಪಕ್ಷದವರು ಇಲ್ಲ ಸಲ್ಲದ ಆರೋಪ ಮಾಡುವುದು ಸರಿಯಲ್ಲ. ಮುಂದಿನ ದಿನಗಳಲ್ಲಿ ಸಂಸದರ ಅಭಿನಂದನಾ ಸಮಾರಂಭವನ್ನು ಯಶಸ್ವಿಗೊಳಿಸಬೇಕು. ಪಕ್ಷದ ಕಾರ್ಯಕರ್ತರು ಹೆಚ್ಚಿನ ಸಂಖ್ಯೆಯಲ್ಲಿ ಭಾಗವಹಿಸಬೇಕು ಎಂದರು. ಕಾಂಗ್ರೆಸ್ ಸರ್ಕಾರ ಜನರ ಹಿತ ಕಾಯುವಲ್ಲಿ ವಿಫಲವಾಗಿದೆ. ಮುಖಂಡರು ಸುಧಾಕರ್ ವಿರುದ್ಧ ಕಾಂಗ್ರೆಸ್ಸಿಗರು: [887, 426, 1182, 698]
- article-headline: ಜನರ ಸಹಾಯ ಸಹಕಾರ ಕಾರು ಚಾಲಕರು, ಮಾಲಿಕರ ಮೇಲಿರಲಿ: [39, 528, 538, 557]
- article-text-col-1: ಕೋಲಾರ- ಶ್ರೀ ಕ್ಷೇತ್ರ ಧರ್ಮಸ್ಥಳ ಗ್ರಾಮಾಭಿವೃದ್ಧಿ ಯೋಜನೆ ವತಿಯಿಂದ ತಾಲ್ಲೂಕಿನ ಸುಗಟೂರು ಗ್ರಾಮದ ಸವಿತಾ ಸಮಾಜದ ಸಮುದಾಯ ಭವನಕ್ಕೆ 1.5 ಲಕ್ಷ ರೂಗಳ ಡಿಡಿಯನ್ನು ಸವಿತಾ ಸಮಾಜದ ಅಧ್ಯಕ್ಷ ಚಂದ್ರಪ್ಪ ಅವರಿಗೆ ಯೋಜನಾಧಿಕಾರಿ ಸುರೇಶ್ ಹಸ್ತಾಂತರಿಸಿದರು. ಈ ಸಂದರ್ಭದಲ್ಲಿ ಮಾತನಾಡಿದ ಅವರು, ಧರ್ಮಸ್ಥಳ ಗ್ರಾಮಾಭಿವೃದ್ಧಿ ಯೋಜನೆ ವತಿಯಿಂದ ಧರ್ಮಾಧಿಕಾರಿಗಳಾದ ವೀರೇಂದ್ರ ಹೆಗ್ಗಡೆಯವರು ಕೋಲಾರ ಜಿಲ್ಲೆಯ ಹಲವಾರು ದೇವಾಲಯಗಳ ಜೀರ್ಣೋದ್ಧಾರ, ನಿರ್ಮಾಣ ಕಾರ್ಯಗಳಿಗೆ ನೆರವು ನೀಡಿದ್ದು ಇದೀಗ ಸಮುದಾಯ ಭವನಕ್ಕೂ 1.5 ಲಕ್ಷ ನೀಡಿದ್ದಾರೆ ಎಂದು ತಿಳಿಸಿದರು. ಯೋಜನೆ ವತಿಯಿಂದ ಜಿಲ್ಲೆಯಲ್ಲಿ ನೂರಾರು ಸಹಾಯಕ ಕಾರ್ಯಗಳನ್ನು ಸಲ್ಲಿಸಲಾಗಿದೆ ಎಂದ ಅವರು, ಮದ್ಯವರ್ಜನ ಶಿಬಿರ, ಜ್ಞಾನದೀಪ, ಶಾಲೆಗಳಿಗೆ ಡೆಸ್ಕ್‌ಗಳ ವಿತರಣೆ ಸೇರಿದಂತೆ ಅನೇಕ ಕಾರ್ಯಕ್ರಮಗಳನ್ನು ಯೋಜನೆ ವತಿಯಿಂದ ನಡೆಸಲಾಗುತ್ತಿದೆ ಎಂದರು.: [580, 1114, 848, 1455]
- article-headline: ಶ್ರೀ ಕ್ಷೇತ್ರ ಧರ್ಮಸ್ಥಳ ಗ್ರಾಮಾಭಿವೃದ್ಧಿ ಯೋಜನೆಯಿಂದ ಸವಿತಾಸಮಾಜ ಸಮುದಾಯಭವನಕ್ಕೆ 1.5 ಲಕ್ಷ ನೆರವು: [604, 778, 1108, 838]
- article-photo: [11, 563, 566, 759]
- banner-line-2: My LIC - My PRIDE: [1258, 903, 1401, 919]
- article-headline: ಧಾರ್ಮಿಕತೆ ಯೊಂದಿಗೆ ಸಮಾಜ ಸೇವೆ ಯುವಕರ ಅದರ್ಶವಾಗಿದೆ : ಪ್ರಾಂಶುಪಾಲ ಆದಿಶೇಷರಾವ್: [31, 47, 546, 107]
